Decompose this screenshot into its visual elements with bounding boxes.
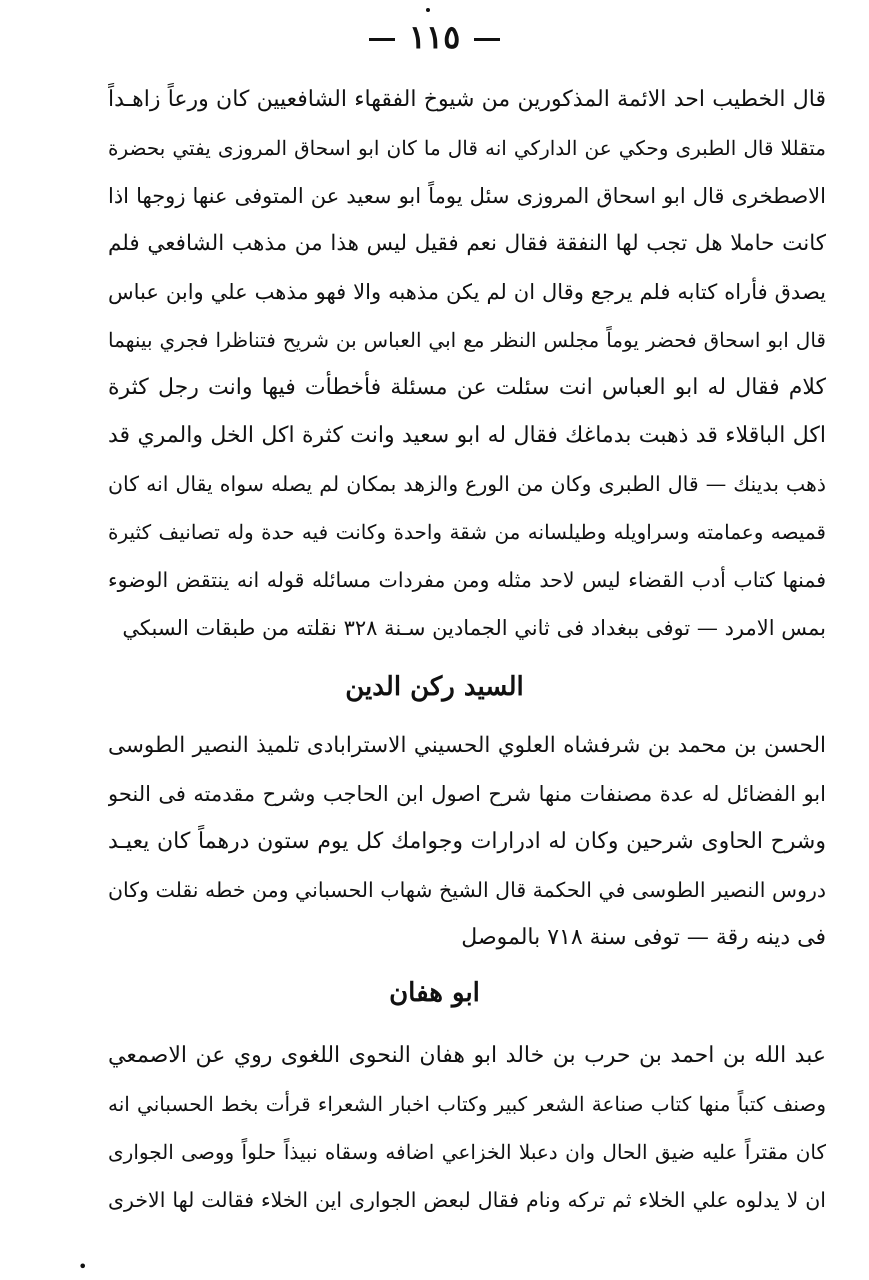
- text-line: الحسن بن محمد بن شرفشاه العلوي الحسيني الاسترابادى تلميذ النصير الطوسى: [108, 733, 826, 758]
- text-line: دروس النصير الطوسى في الحكمة قال الشيخ شهاب الحسباني ومن خطه نقلت وكان: [108, 878, 826, 902]
- section-abu-haffan-text: [108, 1032, 826, 1224]
- text-line: قال الخطيب احد الائمة المذكورين من شيوخ الفقهاء الشافعيين كان ورعاً زاهـداً: [108, 87, 826, 112]
- text-line: يصدق فأراه كتابه فلم يرجع وقال ان لم يكن مذهبه والا فهو مذهب علي وابن عباس: [108, 280, 826, 304]
- section-rukn-al-din-text: [108, 722, 826, 962]
- text-line: عبد الله بن احمد بن حرب بن خالد ابو هفان النحوى اللغوى روي عن الاصمعي: [108, 1043, 826, 1068]
- text-line: كلام فقال له ابو العباس انت سئلت عن مسئلة فأخطأت فيها وانت رجل كثرة: [108, 375, 826, 400]
- text-line: كان مقتراً عليه ضيق الحال وان دعبلا الخزاعي اضافه وسقاه نبيذاً حلواً ووصى الجوارى: [108, 1140, 826, 1164]
- section-heading: ابو هفان: [389, 978, 480, 1008]
- page-number-dash-right: [474, 38, 500, 41]
- text-line: فى دينه رقة — توفى سنة ٧١٨ بالموصل: [461, 925, 826, 950]
- text-line: فمنها كتاب أدب القضاء ليس لاحد مثله ومن مفردات مسائله قوله انه ينتقض الوضوء: [108, 568, 826, 592]
- text-line: وشرح الحاوى شرحين وكان له ادرارات وجوامك كل يوم ستون درهماً كان يعيـد: [108, 829, 826, 854]
- text-line: كانت حاملا هل تجب لها النفقة فقال نعم فقيل ليس هذا من مذهب الشافعي فلم: [108, 231, 826, 256]
- text-line: بمس الامرد — توفى ببغداد فى ثاني الجمادين سـنة ٣٢٨ نقلته من طبقات السبكي: [122, 616, 826, 640]
- text-line: وصنف كتباً منها كتاب صناعة الشعر كبير وكتاب اخبار الشعراء قرأت بخط الحسباني انه: [108, 1092, 826, 1116]
- text-line: اكل الباقلاء قد ذهبت بدماغك فقال له ابو سعيد وانت كثرة اكل الخل والمري قد: [108, 423, 826, 448]
- text-line: ان لا يدلوه علي الخلاء ثم تركه ونام فقال لبعض الجوارى اين الخلاء فقالت لها الاخرى: [108, 1188, 826, 1212]
- page-number-dash-left: [369, 38, 395, 41]
- corner-mark: •: [78, 1257, 88, 1276]
- page-number: [0, 18, 869, 56]
- section-heading: السيد ركن الدين: [345, 672, 524, 702]
- text-line: ابو الفضائل له عدة مصنفات منها شرح اصول ابن الحاجب وشرح مقدمته فى النحو: [108, 782, 826, 806]
- page-number-text: ١١٥: [408, 18, 461, 56]
- text-line: الاصطخرى قال ابو اسحاق المروزى سئل يوماً ابو سعيد عن المتوفى عنها زوجها اذا: [108, 184, 826, 208]
- page-dot: [426, 8, 430, 12]
- section-abu-said-text: [108, 76, 826, 652]
- text-line: قميصه وعمامته وسراويله وطيلسانه من شقة واحدة وكانت فيه حدة وله تصانيف كثيرة: [108, 520, 826, 544]
- text-line: قال ابو اسحاق فحضر يوماً مجلس النظر مع ابي العباس بن شريح فتناظرا فجري بينهما: [108, 328, 826, 352]
- text-line: متقللا قال الطبرى وحكي عن الداركي انه قال ما كان ابو اسحاق المروزى يفتي بحضرة: [108, 136, 826, 160]
- text-line: ذهب بدينك — قال الطبرى وكان من الورع والزهد بمكان لم يصله سواه يقال انه كان: [108, 472, 826, 496]
